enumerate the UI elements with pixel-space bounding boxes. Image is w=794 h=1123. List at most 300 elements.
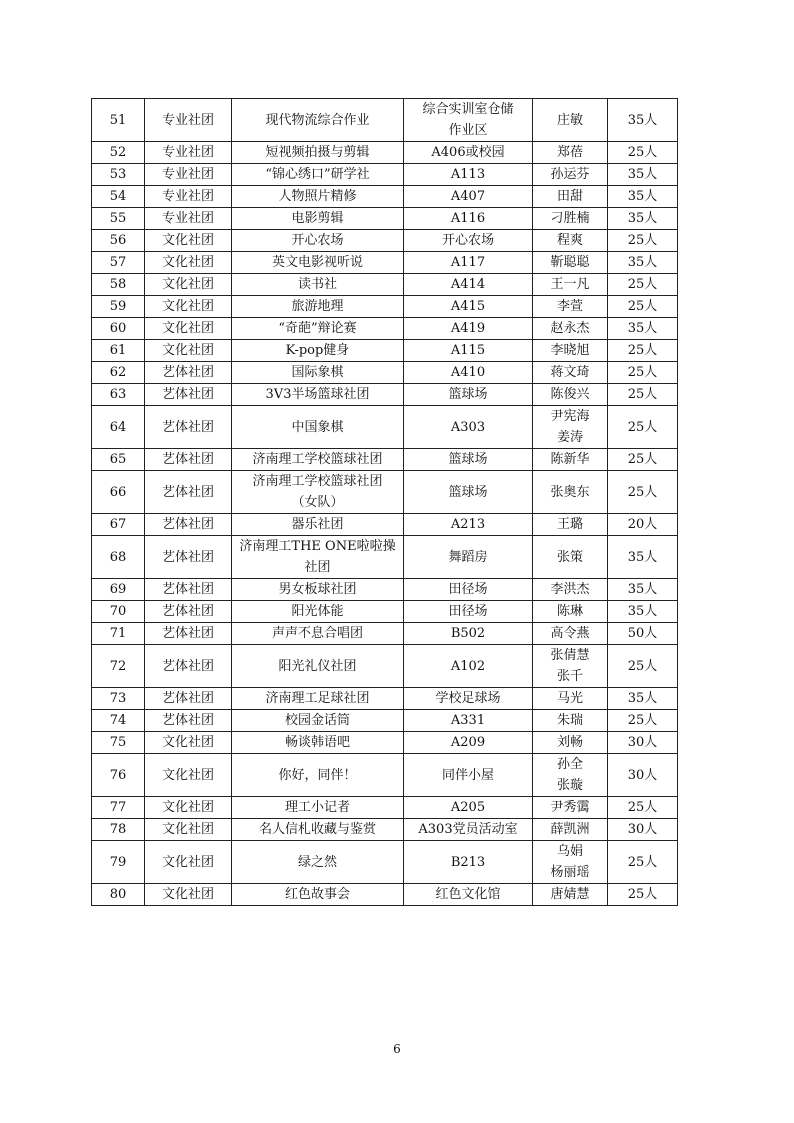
cell-club-name-line: 男女板球社团: [278, 582, 357, 597]
table-row: [92, 296, 678, 318]
cell-club-name: [232, 884, 404, 906]
table-row: [92, 688, 678, 710]
cell-club-type: 艺体社团: [145, 514, 232, 536]
cell-club-name: [232, 252, 404, 274]
cell-club-type: 艺体社团: [145, 688, 232, 710]
cell-teacher-line: 张千: [556, 669, 583, 684]
cell-location-line: A407: [450, 189, 486, 204]
cell-location: [404, 274, 533, 296]
cell-club-name-line: 校园金话筒: [284, 713, 350, 728]
cell-teacher-line: 郑蓓: [556, 145, 583, 160]
cell-club-name-line: 济南理工学校篮球社团: [252, 474, 383, 489]
cell-location: [404, 645, 533, 688]
cell-location-line: 综合实训室仓储: [422, 102, 514, 117]
cell-club-type: 文化社团: [145, 318, 232, 340]
cell-club-type: 专业社团: [145, 208, 232, 230]
cell-club-name-line: 济南理工THE ONE啦啦操: [239, 539, 396, 554]
cell-club-name: [232, 186, 404, 208]
cell-club-name-line: 济南理工学校篮球社团: [252, 452, 383, 467]
cell-capacity: 35人: [608, 164, 678, 186]
table-row: [92, 536, 678, 579]
cell-location-line: 红色文化馆: [435, 887, 501, 902]
cell-location-line: 同伴小屋: [441, 767, 494, 783]
cell-location-line: 篮球场: [448, 387, 488, 402]
cell-club-name-line: 红色故事会: [284, 887, 350, 902]
cell-club-name-line: 阳光体能: [291, 604, 344, 619]
cell-teacher: [533, 645, 608, 688]
cell-capacity: 35人: [608, 579, 678, 601]
club-table-body: [92, 99, 678, 906]
cell-capacity: 30人: [608, 819, 678, 841]
cell-club-name-line: 读书社: [297, 277, 337, 292]
cell-teacher-line: 孙全: [556, 757, 583, 772]
cell-club-name: [232, 841, 404, 884]
cell-location: [404, 688, 533, 710]
cell-teacher-line: 田甜: [556, 189, 583, 204]
cell-teacher: [533, 230, 608, 252]
cell-number: 64: [92, 406, 145, 449]
table-row: [92, 471, 678, 514]
cell-capacity: 25人: [608, 384, 678, 406]
cell-teacher-line: 陈新华: [550, 452, 590, 467]
cell-teacher: [533, 471, 608, 514]
cell-club-name-line: 短视频拍摄与剪辑: [265, 145, 370, 160]
cell-club-name-line: 绿之然: [297, 854, 337, 870]
cell-club-type: 文化社团: [145, 340, 232, 362]
cell-teacher-line: 尹秀霭: [550, 800, 590, 815]
cell-location: [404, 601, 533, 623]
cell-club-name: [232, 732, 404, 754]
cell-location: [404, 406, 533, 449]
cell-capacity: 35人: [608, 536, 678, 579]
cell-location-line: A414: [450, 277, 486, 292]
cell-number: 79: [92, 841, 145, 884]
cell-teacher: [533, 579, 608, 601]
cell-teacher: [533, 186, 608, 208]
cell-teacher: [533, 252, 608, 274]
cell-location-line: 田径场: [448, 582, 488, 597]
table-row: [92, 449, 678, 471]
table-row: [92, 623, 678, 645]
cell-club-name: [232, 230, 404, 252]
cell-club-name: [232, 754, 404, 797]
cell-capacity: 35人: [608, 252, 678, 274]
cell-capacity: 25人: [608, 710, 678, 732]
cell-club-name-line: 国际象棋: [291, 365, 344, 380]
cell-club-name-line: 电影剪辑: [291, 211, 344, 226]
cell-club-name: [232, 579, 404, 601]
cell-teacher: [533, 142, 608, 164]
cell-club-type: 艺体社团: [145, 579, 232, 601]
cell-number: 62: [92, 362, 145, 384]
cell-capacity: 25人: [608, 471, 678, 514]
cell-location: [404, 623, 533, 645]
cell-club-type: 艺体社团: [145, 536, 232, 579]
cell-club-name-line: 你好，同伴！: [278, 767, 357, 783]
cell-club-name-line: 人物照片精修: [278, 189, 357, 204]
cell-club-type: 专业社团: [145, 142, 232, 164]
cell-club-name-line: 英文电影视听说: [271, 255, 363, 270]
cell-capacity: 35人: [608, 318, 678, 340]
cell-club-type: 专业社团: [145, 186, 232, 208]
cell-club-name-line: 社团: [304, 560, 331, 575]
cell-capacity: 25人: [608, 274, 678, 296]
cell-club-type: 艺体社团: [145, 449, 232, 471]
cell-teacher: [533, 536, 608, 579]
cell-location-line: A117: [450, 255, 486, 270]
cell-teacher: [533, 797, 608, 819]
page-number: 6: [393, 1042, 401, 1056]
cell-club-name: [232, 296, 404, 318]
cell-teacher-line: 李洪杰: [550, 582, 590, 597]
cell-club-name-line: 畅谈韩语吧: [284, 735, 350, 750]
cell-location: [404, 884, 533, 906]
table-row: [92, 819, 678, 841]
table-row: [92, 754, 678, 797]
cell-capacity: 25人: [608, 340, 678, 362]
cell-number: 63: [92, 384, 145, 406]
cell-teacher-line: 杨丽瑶: [550, 865, 590, 880]
cell-number: 71: [92, 623, 145, 645]
cell-club-name: [232, 601, 404, 623]
cell-number: 78: [92, 819, 145, 841]
cell-teacher: [533, 340, 608, 362]
table-row: [92, 732, 678, 754]
table-row: [92, 142, 678, 164]
cell-location-line: A205: [450, 800, 486, 815]
cell-capacity: 35人: [608, 208, 678, 230]
cell-capacity: 25人: [608, 142, 678, 164]
cell-location: [404, 754, 533, 797]
cell-capacity: 20人: [608, 514, 678, 536]
cell-club-name: [232, 164, 404, 186]
cell-teacher: [533, 449, 608, 471]
cell-club-type: 艺体社团: [145, 623, 232, 645]
cell-number: 59: [92, 296, 145, 318]
cell-location-line: A213: [450, 517, 486, 532]
cell-location: [404, 252, 533, 274]
cell-number: 77: [92, 797, 145, 819]
cell-number: 60: [92, 318, 145, 340]
cell-club-name-line: 理工小记者: [284, 800, 350, 815]
table-row: [92, 208, 678, 230]
cell-location-line: 作业区: [448, 123, 488, 138]
cell-club-name: [232, 623, 404, 645]
cell-club-type: 艺体社团: [145, 384, 232, 406]
table-row: [92, 797, 678, 819]
cell-teacher: [533, 99, 608, 142]
cell-location-line: A406或校园: [431, 145, 505, 160]
cell-capacity: 25人: [608, 884, 678, 906]
cell-club-name: [232, 406, 404, 449]
cell-teacher-line: 陈俊兴: [550, 387, 590, 402]
cell-number: 55: [92, 208, 145, 230]
cell-number: 52: [92, 142, 145, 164]
cell-capacity: 35人: [608, 99, 678, 142]
cell-club-name: [232, 208, 404, 230]
cell-teacher-line: 朱瑞: [556, 713, 583, 728]
cell-club-type: 文化社团: [145, 797, 232, 819]
cell-number: 68: [92, 536, 145, 579]
cell-capacity: 25人: [608, 841, 678, 884]
cell-teacher: [533, 819, 608, 841]
cell-club-name-line: 声声不息合唱团: [271, 626, 363, 641]
cell-capacity: 30人: [608, 754, 678, 797]
cell-club-type: 专业社团: [145, 164, 232, 186]
cell-club-name-line: “奇葩”辩论赛: [278, 321, 357, 336]
table-row: [92, 601, 678, 623]
cell-capacity: 35人: [608, 186, 678, 208]
cell-location-line: B213: [450, 854, 486, 870]
cell-location-line: B502: [450, 626, 486, 641]
cell-teacher-line: 张璇: [556, 778, 583, 793]
club-table: [91, 98, 678, 906]
cell-location: [404, 732, 533, 754]
table-row: [92, 164, 678, 186]
cell-teacher: [533, 274, 608, 296]
cell-teacher-line: 靳聪聪: [550, 255, 590, 270]
cell-location-line: 舞蹈房: [448, 549, 488, 565]
cell-club-name: [232, 819, 404, 841]
cell-location: [404, 797, 533, 819]
cell-teacher: [533, 754, 608, 797]
cell-teacher-line: 李萱: [556, 299, 583, 314]
table-row: [92, 514, 678, 536]
cell-teacher-line: 唐婧慧: [550, 887, 590, 902]
cell-teacher-line: 尹宪海: [550, 409, 590, 424]
cell-number: 67: [92, 514, 145, 536]
cell-location-line: 田径场: [448, 604, 488, 619]
cell-location-line: 学校足球场: [435, 691, 501, 706]
table-row: [92, 252, 678, 274]
cell-club-type: 艺体社团: [145, 406, 232, 449]
cell-location-line: A115: [450, 343, 486, 358]
table-row: [92, 340, 678, 362]
cell-location: [404, 579, 533, 601]
cell-teacher-line: 王一凡: [550, 277, 590, 292]
cell-number: 66: [92, 471, 145, 514]
cell-number: 51: [92, 99, 145, 142]
cell-location-line: 开心农场: [441, 233, 494, 248]
cell-club-name: [232, 536, 404, 579]
cell-capacity: 35人: [608, 688, 678, 710]
cell-club-name-line: “锦心绣口”研学社: [265, 167, 370, 182]
cell-capacity: 25人: [608, 296, 678, 318]
cell-location-line: A419: [450, 321, 486, 336]
cell-teacher-line: 高令燕: [550, 626, 590, 641]
cell-club-type: 文化社团: [145, 732, 232, 754]
table-row: [92, 274, 678, 296]
cell-location-line: A303党员活动室: [418, 822, 518, 837]
cell-number: 54: [92, 186, 145, 208]
cell-number: 61: [92, 340, 145, 362]
cell-location-line: A113: [450, 167, 486, 182]
cell-teacher: [533, 841, 608, 884]
cell-teacher-line: 刘畅: [556, 735, 583, 750]
cell-location: [404, 318, 533, 340]
cell-location: [404, 296, 533, 318]
cell-capacity: 25人: [608, 449, 678, 471]
cell-club-type: 文化社团: [145, 274, 232, 296]
cell-capacity: 35人: [608, 601, 678, 623]
cell-location: [404, 514, 533, 536]
cell-number: 73: [92, 688, 145, 710]
cell-club-name: [232, 340, 404, 362]
cell-number: 65: [92, 449, 145, 471]
cell-club-name: [232, 471, 404, 514]
cell-number: 58: [92, 274, 145, 296]
cell-location-line: A116: [450, 211, 486, 226]
cell-club-name-line: K-pop健身: [285, 343, 350, 358]
cell-number: 56: [92, 230, 145, 252]
cell-teacher-line: 赵永杰: [550, 321, 590, 336]
cell-club-type: 文化社团: [145, 841, 232, 884]
table-row: [92, 579, 678, 601]
cell-location: [404, 536, 533, 579]
cell-teacher: [533, 688, 608, 710]
cell-club-name-line: 开心农场: [291, 233, 344, 248]
cell-club-name: [232, 710, 404, 732]
cell-teacher-line: 庄敏: [556, 112, 583, 128]
cell-capacity: 25人: [608, 645, 678, 688]
cell-location: [404, 449, 533, 471]
cell-capacity: 25人: [608, 362, 678, 384]
cell-teacher: [533, 208, 608, 230]
cell-number: 70: [92, 601, 145, 623]
cell-teacher-line: 马光: [556, 691, 583, 706]
cell-club-name: [232, 449, 404, 471]
cell-location: [404, 186, 533, 208]
table-row: [92, 186, 678, 208]
cell-location: [404, 384, 533, 406]
cell-location-line: 篮球场: [448, 484, 488, 500]
cell-teacher: [533, 362, 608, 384]
cell-number: 57: [92, 252, 145, 274]
cell-club-type: 艺体社团: [145, 710, 232, 732]
cell-teacher-line: 孙运芬: [550, 167, 590, 182]
cell-capacity: 25人: [608, 797, 678, 819]
cell-capacity: 25人: [608, 406, 678, 449]
cell-teacher-line: 刁胜楠: [550, 211, 590, 226]
cell-teacher: [533, 710, 608, 732]
cell-location: [404, 841, 533, 884]
cell-club-name-line: 器乐社团: [291, 517, 344, 532]
cell-capacity: 50人: [608, 623, 678, 645]
cell-teacher-line: 姜涛: [556, 430, 583, 445]
cell-teacher-line: 蒋文琦: [550, 365, 590, 380]
cell-location: [404, 362, 533, 384]
cell-location: [404, 710, 533, 732]
cell-teacher: [533, 884, 608, 906]
cell-teacher: [533, 318, 608, 340]
cell-location: [404, 340, 533, 362]
table-row: [92, 710, 678, 732]
cell-teacher: [533, 601, 608, 623]
cell-number: 53: [92, 164, 145, 186]
cell-club-type: 文化社团: [145, 884, 232, 906]
cell-capacity: 25人: [608, 230, 678, 252]
cell-location-line: 篮球场: [448, 452, 488, 467]
table-row: [92, 318, 678, 340]
cell-club-name: [232, 99, 404, 142]
table-row: [92, 884, 678, 906]
table-row: [92, 645, 678, 688]
cell-number: 75: [92, 732, 145, 754]
cell-location-line: A415: [450, 299, 486, 314]
cell-number: 69: [92, 579, 145, 601]
cell-teacher: [533, 296, 608, 318]
cell-teacher-line: 陈琳: [556, 604, 583, 619]
cell-teacher: [533, 623, 608, 645]
cell-teacher-line: 张倩慧: [550, 648, 590, 663]
cell-teacher: [533, 164, 608, 186]
cell-teacher-line: 乌娟: [556, 844, 583, 859]
cell-club-type: 艺体社团: [145, 471, 232, 514]
table-row: [92, 99, 678, 142]
table-row: [92, 230, 678, 252]
cell-location-line: A303: [450, 419, 486, 435]
cell-club-name: [232, 274, 404, 296]
cell-club-name-line: 阳光礼仪社团: [278, 658, 357, 674]
cell-club-type: 文化社团: [145, 819, 232, 841]
cell-teacher-line: 王璐: [556, 517, 583, 532]
cell-location-line: A410: [450, 365, 486, 380]
cell-location: [404, 99, 533, 142]
cell-club-name-line: 中国象棋: [291, 419, 344, 435]
cell-number: 80: [92, 884, 145, 906]
cell-number: 76: [92, 754, 145, 797]
cell-club-name: [232, 142, 404, 164]
cell-location-line: A331: [450, 713, 486, 728]
cell-location: [404, 819, 533, 841]
cell-club-type: 艺体社团: [145, 601, 232, 623]
cell-teacher-line: 薛凯洲: [550, 822, 590, 837]
cell-location-line: A102: [450, 658, 486, 674]
cell-teacher-line: 张奥东: [550, 484, 590, 500]
table-row: [92, 841, 678, 884]
cell-club-type: 专业社团: [145, 99, 232, 142]
cell-club-name: [232, 362, 404, 384]
cell-teacher: [533, 732, 608, 754]
cell-location: [404, 230, 533, 252]
cell-club-name-line: 济南理工足球社团: [265, 691, 370, 706]
cell-club-type: 艺体社团: [145, 645, 232, 688]
cell-location: [404, 164, 533, 186]
cell-capacity: 30人: [608, 732, 678, 754]
cell-location: [404, 208, 533, 230]
cell-club-name: [232, 514, 404, 536]
table-row: [92, 384, 678, 406]
cell-club-type: 文化社团: [145, 252, 232, 274]
cell-teacher: [533, 514, 608, 536]
table-row: [92, 362, 678, 384]
cell-location: [404, 471, 533, 514]
cell-club-name: [232, 797, 404, 819]
cell-club-name-line: （女队）: [291, 495, 344, 510]
table-row: [92, 406, 678, 449]
cell-club-name: [232, 318, 404, 340]
cell-location: [404, 142, 533, 164]
cell-club-type: 艺体社团: [145, 362, 232, 384]
cell-number: 74: [92, 710, 145, 732]
cell-club-type: 文化社团: [145, 754, 232, 797]
cell-club-name: [232, 688, 404, 710]
cell-club-type: 文化社团: [145, 230, 232, 252]
cell-club-type: 文化社团: [145, 296, 232, 318]
cell-teacher: [533, 406, 608, 449]
cell-teacher-line: 程爽: [556, 233, 583, 248]
cell-number: 72: [92, 645, 145, 688]
